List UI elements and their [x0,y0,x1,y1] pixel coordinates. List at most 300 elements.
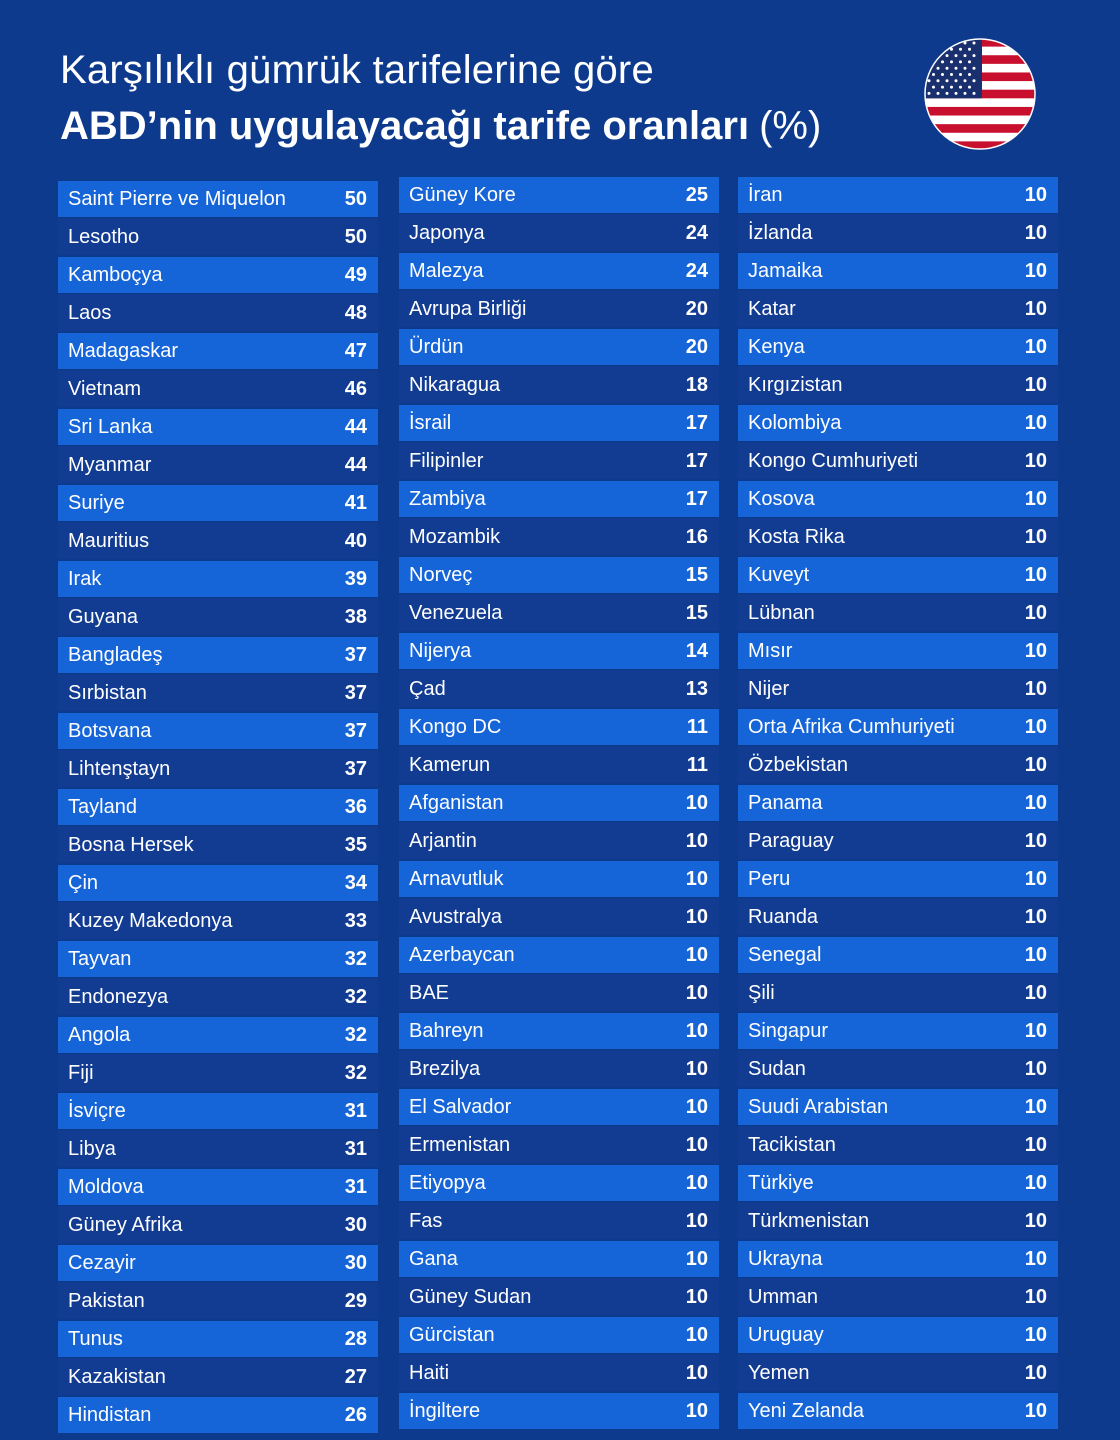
country-name: Madagaskar [68,339,179,362]
flag-star [959,60,962,63]
table-row [738,1317,1058,1353]
country-name: Tayland [68,795,137,818]
flag-star [955,67,958,70]
tariff-rate: 10 [685,1323,708,1346]
flag-star [950,73,953,76]
table-row [399,1013,719,1049]
country-name: Saint Pierre ve Miquelon [68,187,286,210]
country-name: Kırgızistan [748,373,843,396]
tariff-rate: 14 [685,639,708,662]
table-row [738,747,1058,783]
country-name: Şili [748,981,775,1004]
table-row [58,675,378,711]
tariff-rate: 17 [685,449,708,472]
tariff-rate: 10 [1024,601,1047,624]
title-unit: (%) [759,104,822,148]
flag-star [937,79,940,82]
tariff-rate: 10 [1024,1019,1047,1042]
table-row [58,371,378,407]
tariff-rate: 32 [344,985,367,1008]
country-name: Lihtenştayn [68,757,171,780]
table-row [58,903,378,939]
country-name: Suudi Arabistan [748,1095,889,1118]
tariff-rate: 10 [1024,1209,1047,1232]
table-row [58,637,378,673]
country-name: Kenya [748,335,805,358]
table-row [738,291,1058,327]
tariff-rate: 31 [344,1175,367,1198]
table-row [399,1355,719,1391]
table-row [399,1127,719,1163]
country-name: Kazakistan [68,1365,166,1388]
tariff-rate: 46 [344,377,367,400]
tariff-rate: 10 [1024,1285,1047,1308]
country-name: Cezayir [68,1251,136,1274]
country-name: Kuveyt [748,563,810,586]
country-name: Mısır [748,639,793,662]
tariff-rate: 10 [685,1285,708,1308]
tariff-rate: 38 [344,605,367,628]
table-row [399,367,719,403]
flag-stripe [924,124,1036,133]
country-name: Botsvana [68,719,152,742]
table-row [399,671,719,707]
table-row [399,823,719,859]
country-name: Bangladeş [68,643,163,666]
table-row [738,1279,1058,1315]
flag-star [968,86,971,89]
table-row [738,595,1058,631]
country-name: Singapur [748,1019,829,1042]
table-row [58,789,378,825]
tariff-rate: 27 [344,1365,367,1388]
tariff-rate: 50 [344,225,367,248]
table-row [738,557,1058,593]
table-row [58,1283,378,1319]
tariff-rate: 10 [1024,449,1047,472]
tariff-rate: 31 [344,1099,367,1122]
flag-star [941,48,944,51]
tariff-rate: 44 [344,415,367,438]
tariff-rate: 39 [344,567,367,590]
country-name: Çad [409,677,446,700]
tariff-rate: 10 [685,1209,708,1232]
country-name: Ruanda [748,905,819,928]
tariff-rate: 10 [685,867,708,890]
flag-star [950,86,953,89]
country-name: Katar [748,297,796,320]
tariff-rate: 29 [344,1289,367,1312]
table-row [58,295,378,331]
tariff-rate: 26 [344,1403,367,1426]
table-row [58,827,378,863]
table-row [58,333,378,369]
tariff-rate: 30 [344,1251,367,1274]
tariff-rate: 10 [685,1133,708,1156]
flag-star [955,54,958,57]
table-row [738,215,1058,251]
country-name: El Salvador [409,1095,512,1118]
country-name: Fas [409,1209,443,1232]
table-row [738,1241,1058,1277]
country-name: Panama [748,791,823,814]
table-row [399,1165,719,1201]
tariff-rate: 10 [1024,411,1047,434]
tariff-rate: 37 [344,757,367,780]
table-row [738,975,1058,1011]
tariff-rate: 10 [685,1057,708,1080]
table-row [399,1051,719,1087]
table-row [399,747,719,783]
tariff-rate: 30 [344,1213,367,1236]
tariff-rate: 10 [1024,715,1047,738]
table-row [738,481,1058,517]
tariff-rate: 34 [344,871,367,894]
table-row [738,823,1058,859]
country-name: Ermenistan [409,1133,511,1156]
country-name: İsrail [409,411,452,434]
country-name: Güney Kore [409,183,516,206]
title-line-1: Karşılıklı gümrük tarifelerine göre [60,48,654,92]
flag-star [928,79,931,82]
flag-star [941,86,944,89]
table-row [399,1279,719,1315]
country-name: Hindistan [68,1403,152,1426]
tariff-rate: 36 [344,795,367,818]
country-name: Lesotho [68,225,140,248]
tariff-rate: 37 [344,681,367,704]
tariff-rate: 10 [685,1171,708,1194]
table-row [399,481,719,517]
flag-star [968,73,971,76]
tariff-rate: 10 [1024,1171,1047,1194]
country-name: Türkmenistan [748,1209,870,1232]
country-name: Irak [68,567,102,590]
country-name: Mozambik [409,525,501,548]
country-name: Guyana [68,605,139,628]
tariff-rate: 10 [1024,677,1047,700]
country-name: Malezya [409,259,484,282]
table-row [58,1321,378,1357]
table-row [738,1203,1058,1239]
tariff-rate: 10 [1024,829,1047,852]
country-name: Kamerun [409,753,491,776]
country-name: Kongo DC [409,715,502,738]
country-name: Nikaragua [409,373,501,396]
table-row [399,405,719,441]
table-row [399,709,719,745]
flag-star [937,67,940,70]
tariff-rate: 18 [685,373,708,396]
table-row [399,595,719,631]
table-row [399,975,719,1011]
country-name: Kuzey Makedonya [68,909,233,932]
table-row [58,713,378,749]
tariff-rate: 10 [1024,373,1047,396]
title-line-2 [60,104,821,149]
country-name: Avustralya [409,905,503,928]
tariff-rate: 10 [685,829,708,852]
table-row [738,443,1058,479]
tariff-rate: 11 [686,753,708,776]
country-name: İran [748,183,783,206]
flag-star [959,48,962,51]
country-name: Gürcistan [409,1323,495,1346]
flag-star [973,92,976,95]
country-name: Güney Afrika [68,1213,183,1236]
flag-star [932,48,935,51]
country-name: Bahreyn [409,1019,484,1042]
table-row [58,1359,378,1395]
table-row [58,1245,378,1281]
flag-star [928,54,931,57]
country-name: Moldova [68,1175,144,1198]
country-name: Venezuela [409,601,503,624]
table-row [738,785,1058,821]
country-name: Avrupa Birliği [409,297,527,320]
country-name: Sırbistan [68,681,147,704]
tariff-rate: 49 [344,263,367,286]
tariff-rate: 35 [344,833,367,856]
table-row [399,443,719,479]
tariff-column-1 [58,181,378,1435]
tariff-rate: 10 [685,1361,708,1384]
tariff-rate: 10 [1024,905,1047,928]
country-name: Endonezya [68,985,169,1008]
country-name: Türkiye [748,1171,814,1194]
country-name: Japonya [409,221,485,244]
country-name: Ukrayna [748,1247,823,1270]
tariff-rate: 40 [344,529,367,552]
tariff-rate: 10 [1024,1323,1047,1346]
table-row [738,1355,1058,1391]
tariff-rate: 15 [685,563,708,586]
country-name: Haiti [409,1361,450,1384]
table-row [399,1317,719,1353]
table-row [58,219,378,255]
flag-star [950,60,953,63]
tariff-rate: 10 [1024,1095,1047,1118]
country-name: Tayvan [68,947,132,970]
tariff-rate: 10 [1024,1247,1047,1270]
country-name: Norveç [409,563,473,586]
table-row [58,561,378,597]
table-row [399,253,719,289]
table-row [738,253,1058,289]
country-name: Etiyopya [409,1171,486,1194]
tariff-rate: 10 [685,1019,708,1042]
tariff-rate: 10 [1024,791,1047,814]
country-name: Nijer [748,677,790,700]
table-row [738,367,1058,403]
country-name: İsviçre [68,1099,126,1122]
table-row [58,447,378,483]
tariff-rate: 20 [685,297,708,320]
tariff-rate: 32 [344,947,367,970]
country-name: Brezilya [409,1057,481,1080]
country-name: Arnavutluk [409,867,504,890]
flag-star [946,79,949,82]
flag-star [968,60,971,63]
table-row [738,405,1058,441]
table-row [738,633,1058,669]
country-name: Paraguay [748,829,834,852]
flag-star [973,79,976,82]
tariff-rate: 10 [1024,1057,1047,1080]
tariff-rate: 48 [344,301,367,324]
flag-star [928,42,931,45]
tariff-rate: 10 [685,905,708,928]
tariff-rate: 32 [344,1061,367,1084]
country-name: Filipinler [409,449,484,472]
tariff-rate: 37 [344,719,367,742]
us-flag-icon [924,38,1036,150]
table-row [399,1203,719,1239]
table-row [58,1093,378,1129]
table-row [58,1131,378,1167]
country-name: Libya [68,1137,116,1160]
title-main: ABD’nin uygulayacağı tarife oranları [60,104,750,148]
table-row [738,1089,1058,1125]
table-row [738,861,1058,897]
tariff-rate: 50 [344,187,367,210]
table-row [738,177,1058,213]
tariff-rate: 41 [344,491,367,514]
flag-star [964,54,967,57]
table-row [58,409,378,445]
tariff-rate: 44 [344,453,367,476]
table-row [399,1089,719,1125]
tariff-rate: 10 [685,981,708,1004]
country-name: Lübnan [748,601,815,624]
table-row [399,785,719,821]
tariff-rate: 17 [685,487,708,510]
flag-star [959,86,962,89]
country-name: İzlanda [748,221,813,244]
tariff-rate: 10 [1024,981,1047,1004]
tariff-rate: 28 [344,1327,367,1350]
tariff-rate: 11 [686,715,708,738]
tariff-rate: 10 [1024,943,1047,966]
table-row [399,1241,719,1277]
country-name: Orta Afrika Cumhuriyeti [748,715,955,738]
flag-star [964,79,967,82]
table-row [58,599,378,635]
country-name: Ürdün [409,335,464,358]
table-row [399,291,719,327]
country-name: Fiji [68,1061,94,1084]
tariff-rate: 10 [1024,1133,1047,1156]
flag-star [946,54,949,57]
table-row [58,751,378,787]
table-row [399,557,719,593]
table-row [738,671,1058,707]
table-row [58,181,378,217]
tariff-rate: 10 [685,943,708,966]
country-name: Uruguay [748,1323,824,1346]
flag-star [964,92,967,95]
table-row [738,1051,1058,1087]
country-name: Senegal [748,943,822,966]
country-name: Kosova [748,487,815,510]
flag-star [937,42,940,45]
country-name: Sri Lanka [68,415,153,438]
country-name: Güney Sudan [409,1285,532,1308]
country-name: Kosta Rika [748,525,845,548]
tariff-rate: 10 [1024,753,1047,776]
country-name: Umman [748,1285,819,1308]
table-row [58,865,378,901]
country-name: Angola [68,1023,131,1046]
tariff-rate: 10 [1024,183,1047,206]
table-row [58,979,378,1015]
tariff-rate: 10 [1024,639,1047,662]
table-row [58,1207,378,1243]
table-row [58,941,378,977]
table-row [738,709,1058,745]
flag-star [946,92,949,95]
tariff-rate: 33 [344,909,367,932]
flag-star [973,67,976,70]
country-name: Jamaika [748,259,823,282]
country-name: Bosna Hersek [68,833,194,856]
country-name: Suriye [68,491,125,514]
table-row [399,937,719,973]
flag-stripe [924,107,1036,116]
tariff-rate: 10 [1024,297,1047,320]
country-name: Çin [68,871,99,894]
tariff-rate: 10 [1024,563,1047,586]
table-row [399,215,719,251]
flag-star [946,42,949,45]
country-name: Yeni Zelanda [748,1399,865,1422]
country-name: Gana [409,1247,458,1270]
tariff-rate: 16 [685,525,708,548]
flag-star [941,73,944,76]
table-row [399,633,719,669]
table-row [58,257,378,293]
flag-star [959,73,962,76]
tariff-rate: 10 [1024,335,1047,358]
tariff-column-3 [738,177,1058,1431]
country-name: Arjantin [409,829,477,852]
flag-star [928,92,931,95]
flag-star [973,54,976,57]
tariff-rate: 25 [685,183,708,206]
country-name: Kolombiya [748,411,842,434]
tariff-rate: 24 [685,221,708,244]
country-name: Nijerya [409,639,472,662]
tariff-rate: 10 [1024,221,1047,244]
flag-star [937,92,940,95]
tariff-rate: 24 [685,259,708,282]
table-row [738,1013,1058,1049]
country-name: İngiltere [409,1399,481,1422]
table-row [738,1393,1058,1429]
table-row [738,1127,1058,1163]
tariff-rate: 10 [685,791,708,814]
country-name: Vietnam [68,377,142,400]
table-row [58,1397,378,1433]
country-name: Özbekistan [748,753,849,776]
country-name: Laos [68,301,112,324]
tariff-rate: 10 [1024,525,1047,548]
tariff-rate: 10 [685,1247,708,1270]
tariff-rate: 47 [344,339,367,362]
country-name: Sudan [748,1057,806,1080]
tariff-rate: 10 [1024,1361,1047,1384]
tariff-rate: 13 [685,677,708,700]
